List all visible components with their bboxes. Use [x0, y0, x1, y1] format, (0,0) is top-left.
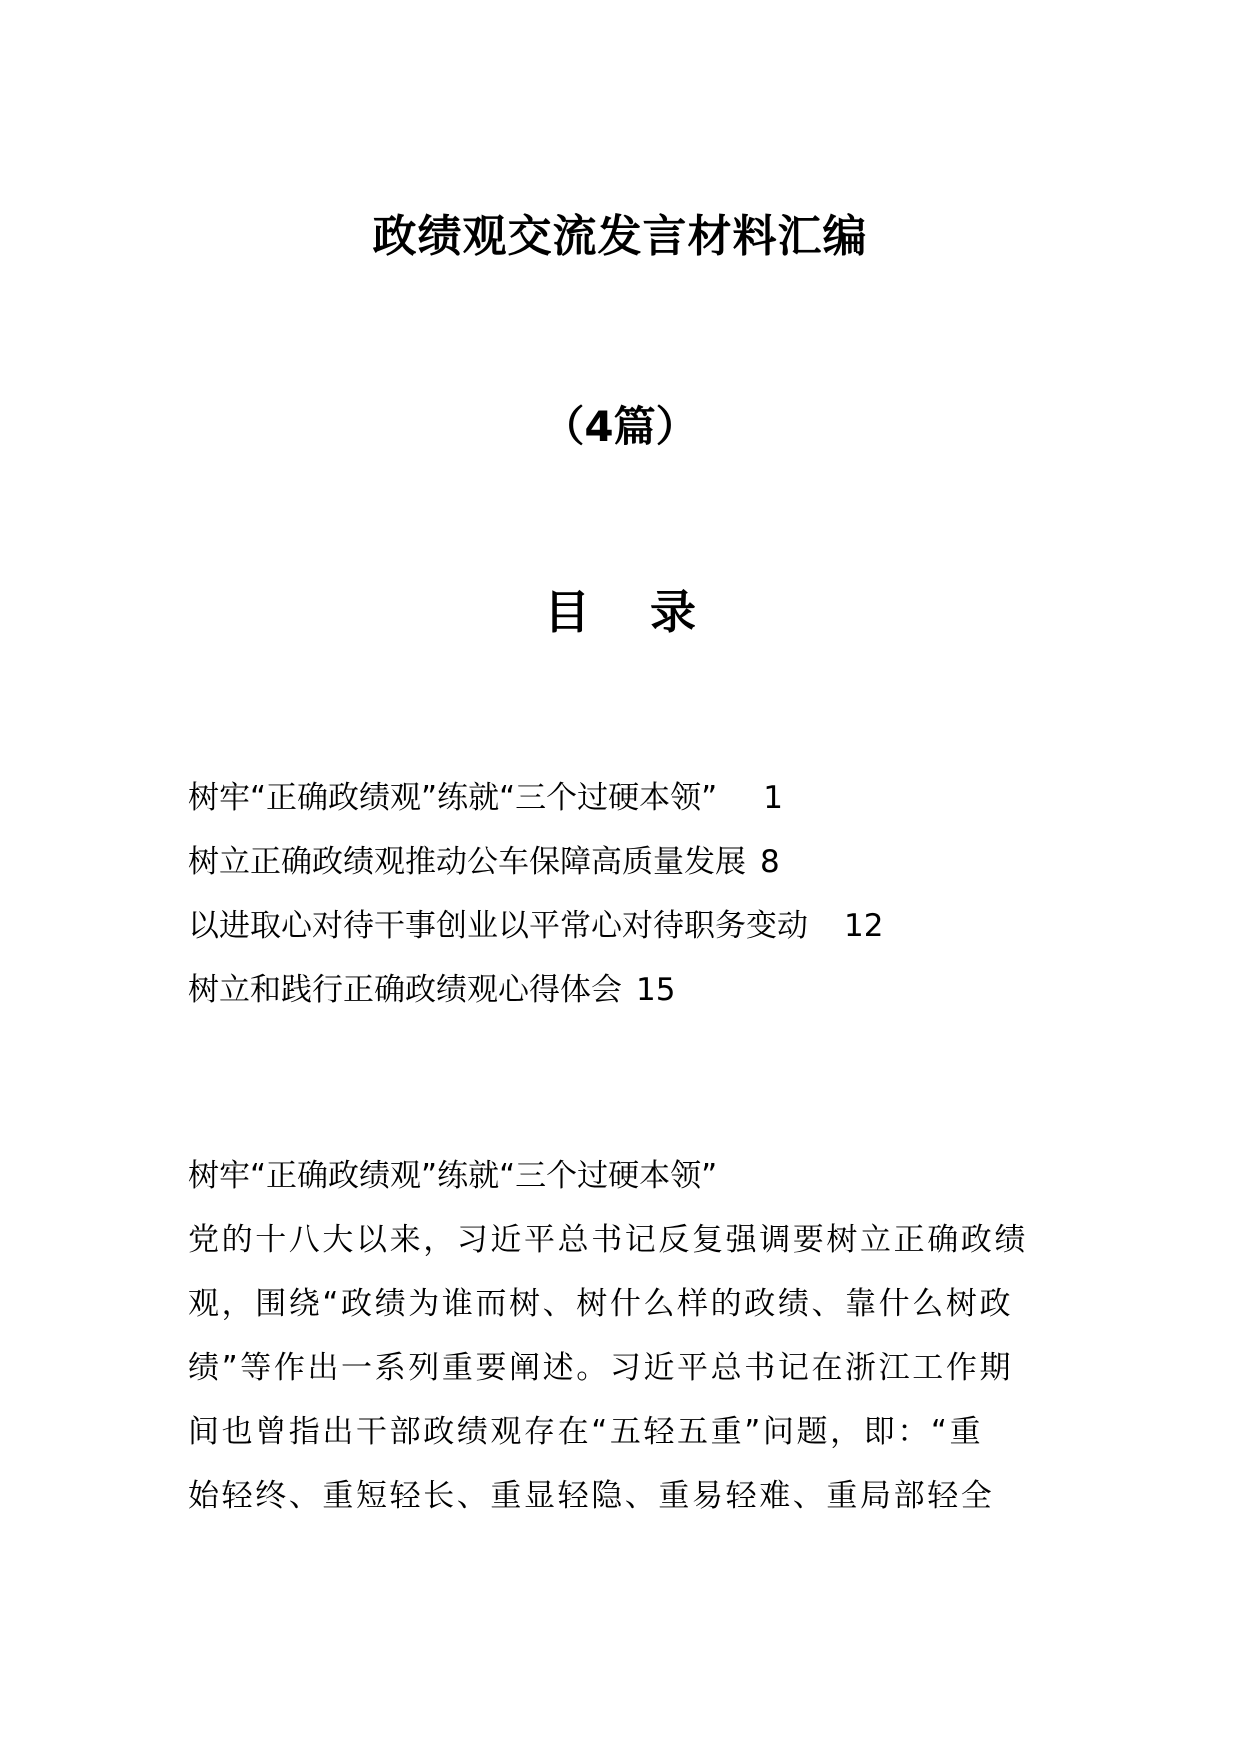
toc-item[interactable] — [188, 766, 883, 830]
section-title: 树牢“正确政绩观”练就“三个过硬本领” — [188, 1158, 718, 1194]
paragraph-line: 间也曾指出干部政绩观存在“五轻五重”问题，即：“重 — [188, 1414, 984, 1450]
paragraph-line: 始轻终、重短轻长、重显轻隐、重易轻难、重局部轻全 — [188, 1478, 995, 1514]
toc-item-page: 1 — [763, 780, 783, 816]
document-subtitle: （4篇） — [542, 402, 698, 451]
toc-heading: 目 录 — [543, 585, 718, 639]
paragraph-line: 观，围绕“政绩为谁而树、树什么样的政绩、靠什么树政 — [188, 1286, 1014, 1322]
toc-item-title: 树立和践行正确政绩观心得体会 — [188, 972, 622, 1008]
toc-item-page: 15 — [636, 972, 676, 1008]
section-body — [188, 1144, 1058, 1528]
paragraph-line: 党的十八大以来，习近平总书记反复强调要树立正确政绩 — [188, 1222, 1028, 1258]
toc-item-title: 以进取心对待干事创业以平常心对待职务变动 — [188, 908, 808, 944]
table-of-contents — [188, 766, 883, 1022]
toc-item[interactable] — [188, 830, 883, 894]
toc-item-page: 8 — [760, 844, 780, 880]
toc-item-page: 12 — [844, 908, 884, 944]
document-title: 政绩观交流发言材料汇编 — [372, 211, 868, 262]
toc-item-title: 树立正确政绩观推动公车保障高质量发展 — [188, 844, 746, 880]
toc-item[interactable] — [188, 894, 883, 958]
toc-item[interactable] — [188, 958, 883, 1022]
toc-item-title: 树牢“正确政绩观”练就“三个过硬本领” — [188, 780, 718, 816]
paragraph-line: 绩”等作出一系列重要阐述。习近平总书记在浙江工作期 — [188, 1350, 1014, 1386]
